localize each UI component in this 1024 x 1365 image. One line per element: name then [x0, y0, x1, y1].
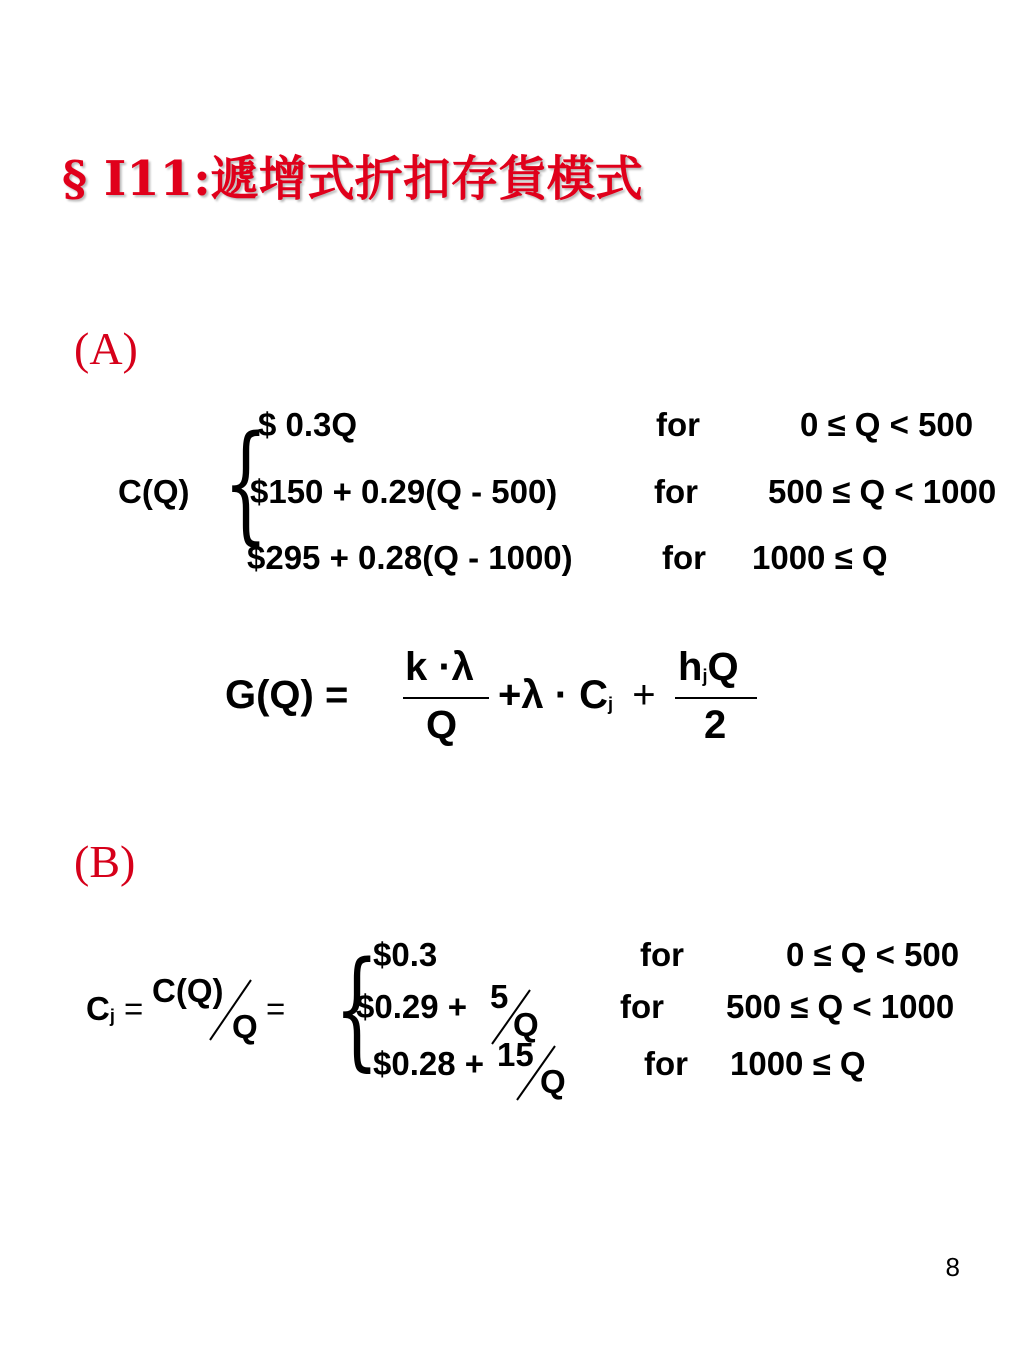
unit-row-expr: $0.29 + — [356, 988, 468, 1025]
g-middle-text: +λ · C — [498, 673, 609, 717]
unit-row-for: for — [644, 1045, 688, 1082]
slide-title: § I11:遞增式折扣存貨模式 — [62, 151, 643, 207]
cost-row-expr: $150 + 0.29(Q - 500) — [250, 473, 558, 510]
g-middle-subscript: j — [608, 694, 614, 714]
g-fraction1-bar — [403, 697, 489, 699]
cost-row-expr: $ 0.3Q — [258, 406, 358, 443]
unit-row-for: for — [640, 936, 684, 973]
cj-subscript: j — [109, 1006, 115, 1026]
cost-row-for: for — [662, 539, 706, 576]
unit-row-expr: $0.3 — [373, 936, 438, 973]
g-plus: + — [632, 673, 656, 717]
cost-row-for: for — [656, 406, 700, 443]
unit-row-denominator: Q — [540, 1063, 566, 1100]
unit-row-for: for — [620, 988, 664, 1025]
cj-equals2: = — [266, 990, 286, 1027]
g-fraction1-denominator: Q — [426, 703, 458, 747]
cj-c: C — [86, 990, 110, 1027]
g-fraction2-denominator: 2 — [704, 703, 727, 747]
cost-row-for: for — [654, 473, 698, 510]
unit-row-condition: 500 ≤ Q < 1000 — [726, 988, 955, 1025]
g-q: Q — [707, 645, 739, 689]
cj-symbol — [86, 990, 143, 1028]
g-fraction2-numerator — [678, 645, 739, 690]
unit-row-numerator: 15 — [497, 1036, 534, 1073]
g-h: h — [678, 645, 703, 689]
unit-row-condition: 0 ≤ Q < 500 — [786, 936, 960, 973]
unit-row-denominator: Q — [513, 1006, 539, 1043]
unit-row-numerator: 5 — [490, 978, 509, 1015]
g-h-subscript: j — [702, 666, 708, 686]
g-lhs: G(Q) = — [225, 673, 349, 717]
page-number: 8 — [945, 1252, 960, 1282]
section-a-label: (A) — [74, 323, 138, 374]
cost-row-condition: 1000 ≤ Q — [752, 539, 888, 576]
cost-row-expr: $295 + 0.28(Q - 1000) — [247, 539, 573, 576]
left-brace: { — [223, 409, 269, 558]
unit-row-condition: 1000 ≤ Q — [730, 1045, 866, 1082]
cj-denominator: Q — [232, 1008, 258, 1045]
left-brace: { — [334, 935, 380, 1084]
unit-row-expr: $0.28 + — [373, 1045, 485, 1082]
cost-row-condition: 0 ≤ Q < 500 — [800, 406, 974, 443]
cj-equals: = — [124, 990, 144, 1027]
g-fraction1-numerator: k ·λ — [405, 645, 474, 689]
g-middle-term — [498, 673, 656, 718]
cost-function-lhs: C(Q) — [118, 473, 190, 510]
section-b-label: (B) — [74, 836, 136, 887]
cj-numerator: C(Q) — [152, 972, 224, 1009]
g-fraction2-bar — [675, 697, 757, 699]
cost-row-condition: 500 ≤ Q < 1000 — [768, 473, 997, 510]
